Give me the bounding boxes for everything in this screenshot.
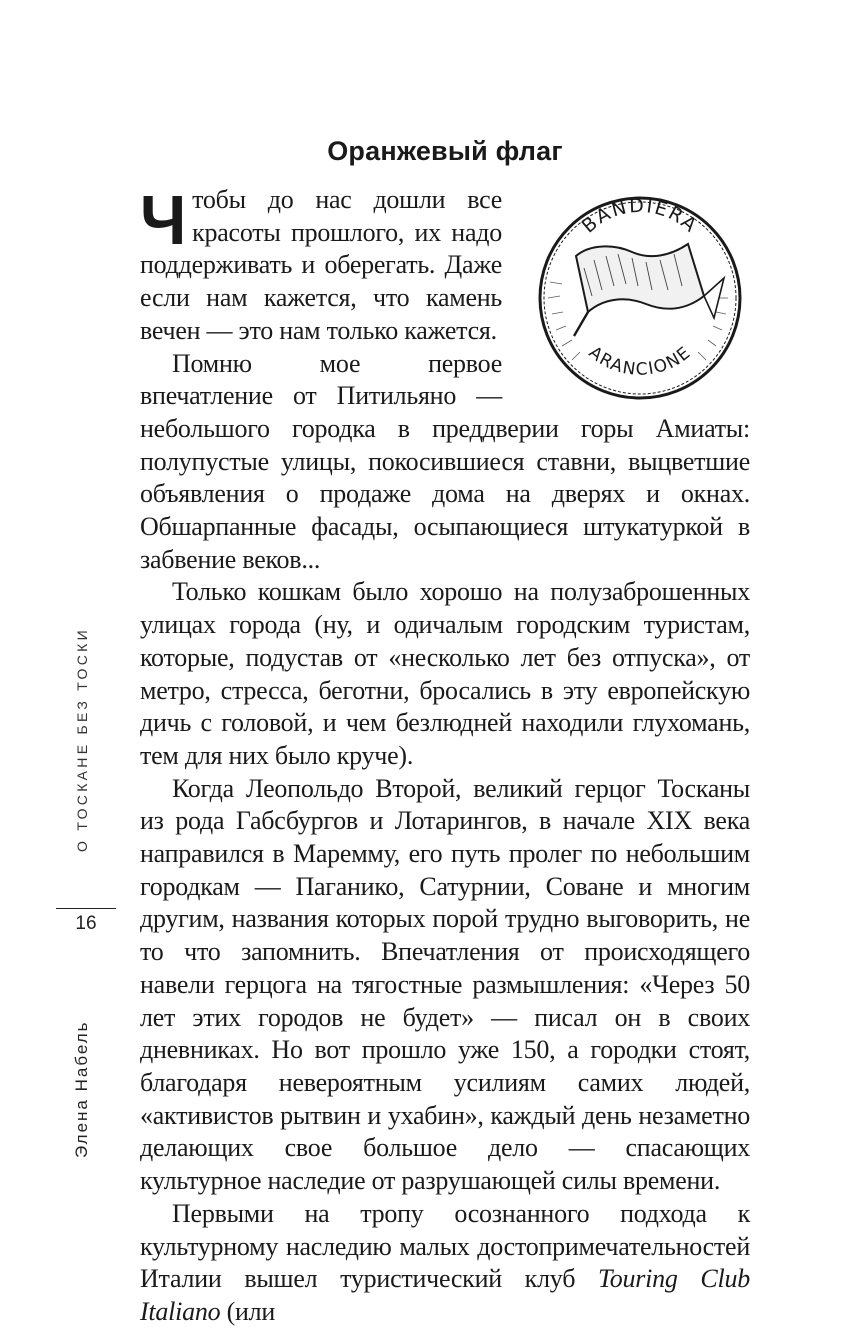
- orange-flag-badge-illustration: [528, 186, 750, 406]
- running-title: О ТОСКАНЕ БЕЗ ТОСКИ: [74, 627, 90, 852]
- paragraph-5-start: Первыми на тропу осознанного подхода к культурному наследию малых достопримечательностей Италии вышел туристический клуб: [140, 1198, 750, 1294]
- emblem-top-text: BANDIERA: [577, 194, 703, 238]
- bandiera-arancione-emblem: [528, 186, 750, 406]
- author-name: Элена Набель: [72, 1020, 91, 1158]
- paragraph-1-text: тобы до нас дошли все красоты прошлого, их надо поддерживать и оберегать. Даже если нам кажется, что камень вечен — это нам только кажется.: [140, 185, 502, 345]
- page-number-rule: [56, 908, 116, 909]
- emblem-bottom-text: ARANCIONE: [584, 342, 696, 380]
- drop-cap: Ч: [140, 181, 187, 259]
- chapter-heading: Оранжевый флаг: [327, 136, 563, 166]
- paragraph-4: Когда Леопольдо Второй, великий герцог Тосканы из рода Габсбургов и Лотарингов, в начале XIX века направился в Маремму, его путь пролег по небольшим городкам — Паганико, Сатурнии, Соване и многим другим, названия которых порой трудно выговорить, не то что запомнить. Впечатления от происходящего навели герцога на тягостные размышления: «Через 50 лет этих городов не будет» — писал он в своих дневниках. Но вот прошло уже 150, а городки стоят, благодаря невероятным усилиям самих людей, «активистов рытвин и ухабин», каждый день незаметно делающих свое большое дело — спасающих культурное наследие от разрушающей силы времени.: [140, 773, 750, 1196]
- left-margin: [0, 0, 120, 1311]
- paragraph-5-end: (или: [220, 1296, 276, 1326]
- paragraph-2: Помню мое первое впечатление от Питильяно — небольшого городка в преддверии горы Амиаты: полупустые улицы, покосившиеся ставни, выцветшие объявления о продаже дома на дверях и окнах. Обшарпанные фасады, осыпающиеся штукатуркой в забвение веков...: [140, 348, 750, 574]
- article-body: [140, 181, 750, 1329]
- paragraph-3: Только кошкам было хорошо на полузаброшенных улицах города (ну, и одичалым городским туристам, которые, подустав от «несколько лет без отпуска», от метро, стресса, беготни, бросались в эту европейскую дичь с головой, и чем безлюдней находили глухомань, тем для них было круче).: [140, 577, 750, 770]
- page-number: 16: [75, 913, 97, 934]
- touring-club-name: Touring Club Italiano: [140, 1264, 750, 1326]
- paragraph-5: [140, 1198, 750, 1329]
